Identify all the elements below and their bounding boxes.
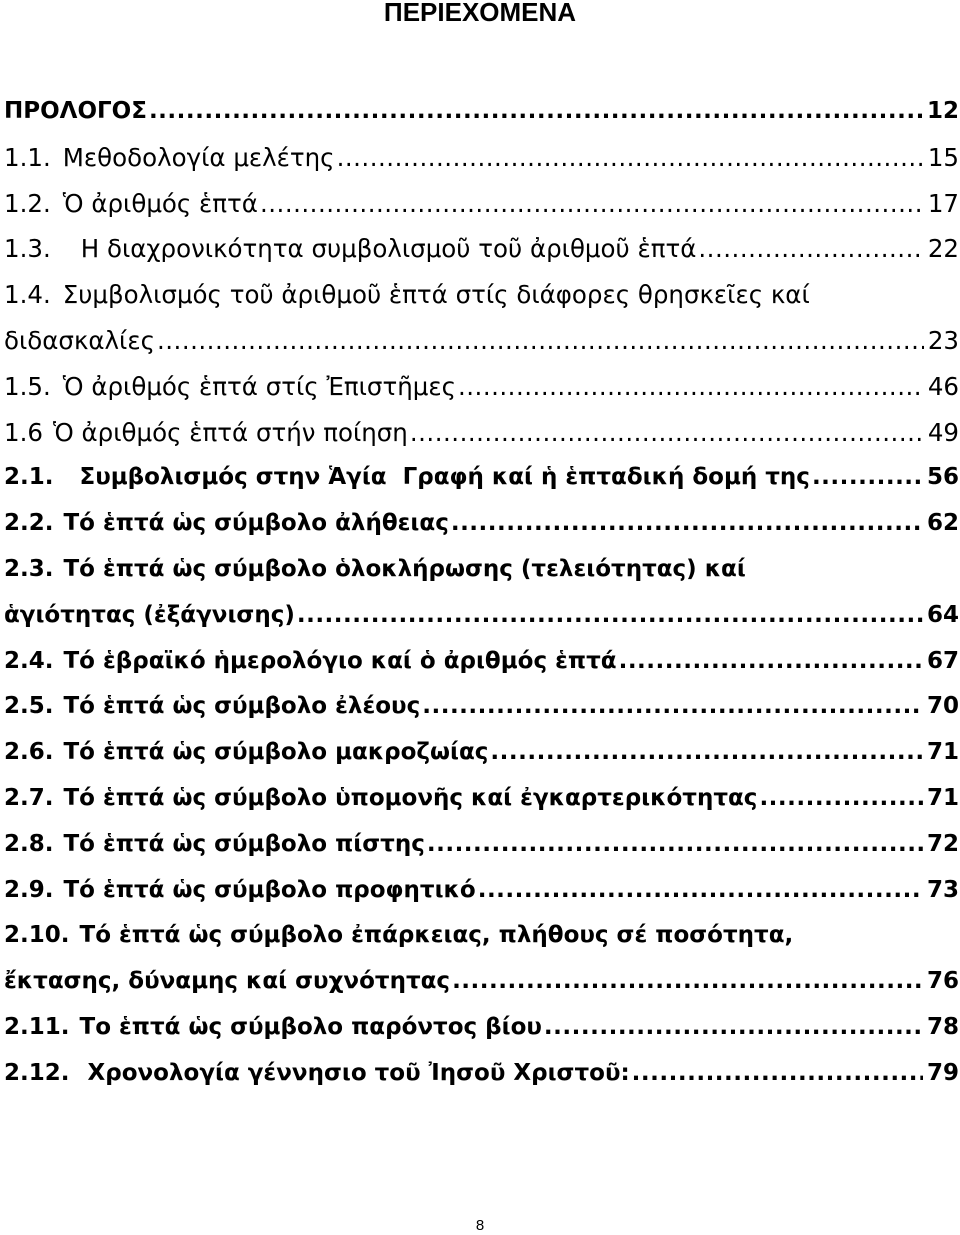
toc-entry[interactable]: [0, 272, 959, 318]
toc-entry-number: 2.9.: [4, 876, 54, 903]
toc-entry[interactable]: [0, 364, 959, 410]
leader-dots: [410, 410, 924, 456]
leader-dots: [157, 318, 924, 364]
toc-page-number: 71: [926, 739, 959, 766]
toc-entry-title: Ὁ ἀριθμός ἑπτά: [62, 188, 258, 218]
toc-entry-number: 1.5.: [4, 371, 51, 401]
toc-entry-title: Ὁ ἀριθμός ἑπτά στήν ποίηση: [52, 417, 408, 447]
toc-page-number: 46: [927, 371, 959, 401]
toc-entry-label: ΠΡΟΛΟΓΟΣ: [4, 98, 147, 124]
toc-entry[interactable]: [0, 868, 959, 914]
toc-page-number: 67: [926, 647, 959, 674]
leader-dots: [297, 593, 923, 639]
toc-entry-number: 2.12.: [4, 1059, 70, 1086]
toc-entry[interactable]: [0, 226, 959, 272]
leader-dots: [337, 135, 924, 181]
toc-entry-title: Τό ἑπτά ὡς σύμβολο ὑπομονῆς καί ἐγκαρτερικότητας: [63, 784, 758, 811]
toc-entry[interactable]: [0, 684, 959, 730]
toc-entry[interactable]: [0, 455, 959, 501]
toc-entry-number: 2.2.: [4, 510, 54, 537]
leader-dots: [759, 776, 923, 822]
toc-entry-title-continued: ἁγιότητας (ἐξάγνισης): [4, 601, 295, 628]
toc-entry-number: 2.3.: [4, 555, 54, 582]
toc-entry-number: 2.5.: [4, 693, 54, 720]
toc-entry-title-continued: διδασκαλίες: [4, 325, 155, 355]
toc-entry-number: 1.2.: [4, 188, 51, 218]
toc-entry[interactable]: [0, 1051, 959, 1097]
table-of-contents: [0, 89, 960, 1097]
toc-entry[interactable]: [0, 639, 959, 685]
toc-entry[interactable]: [0, 1005, 959, 1051]
toc-page-number: 23: [927, 325, 959, 355]
toc-entry-number: 1.6: [4, 417, 43, 447]
page-title: ΠΕΡΙΕΧΟΜΕΝΑ: [383, 0, 577, 27]
toc-entry-number: 2.11.: [4, 1013, 70, 1040]
toc-page-number: 56: [926, 464, 959, 491]
toc-page-number: 62: [926, 510, 959, 537]
toc-entry-title: Ὁ ἀριθμός ἑπτά στίς Ἐπιστῆμες: [62, 371, 456, 401]
toc-page-number: 64: [926, 601, 959, 628]
leader-dots: [632, 1051, 923, 1097]
toc-entry[interactable]: [0, 181, 959, 227]
leader-dots: [619, 639, 923, 685]
toc-page-number: 49: [927, 417, 959, 447]
toc-entry-title: Χρονολογία γέννησιο τοῦ Ἰησοῦ Χριστοῦ:: [79, 1059, 630, 1086]
toc-entry[interactable]: [0, 776, 959, 822]
toc-entry-title: Συμβολισμός στην Ἁγία Γραφή καί ἡ ἑπταδική δομή της: [79, 464, 810, 491]
leader-dots: [422, 684, 923, 730]
toc-entry-title: Το ἑπτά ὡς σύμβολο παρόντος βίου: [79, 1013, 542, 1040]
toc-entry[interactable]: [0, 913, 959, 959]
leader-dots: [812, 455, 923, 501]
toc-entry[interactable]: [0, 410, 959, 456]
leader-dots: [149, 89, 923, 135]
leader-dots: [452, 959, 923, 1005]
toc-entry-number: 1.3.: [4, 234, 51, 264]
toc-entry[interactable]: [0, 547, 959, 593]
toc-entry-continuation[interactable]: [0, 318, 959, 364]
toc-entry-title: Συμβολισμός τοῦ ἀριθμοῦ ἑπτά στίς διάφορες θρησκεῖες καί: [62, 280, 810, 310]
toc-entry-number: 2.6.: [4, 739, 54, 766]
leader-dots: [544, 1005, 923, 1051]
toc-entry-continuation[interactable]: [0, 959, 959, 1005]
toc-entry[interactable]: [0, 822, 959, 868]
leader-dots: [478, 868, 923, 914]
leader-dots: [458, 364, 924, 410]
toc-entry[interactable]: [0, 135, 959, 181]
toc-entry-number: 1.1.: [4, 142, 51, 172]
toc-entry-number: 2.8.: [4, 830, 54, 857]
toc-entry-title: Τό ἑβραϊκό ἡμερολόγιο καί ὁ ἀριθμός ἑπτά: [63, 647, 617, 674]
toc-entry-number: 2.1.: [4, 464, 54, 491]
toc-page-number: 71: [926, 784, 959, 811]
toc-page-number: 76: [926, 968, 959, 995]
toc-page-number: 22: [927, 234, 959, 264]
page-number-footer: 8: [475, 1217, 485, 1234]
toc-entry-title: Τό ἑπτά ὡς σύμβολο προφητικό: [63, 876, 476, 903]
leader-dots: [451, 501, 923, 547]
toc-entry-number: 2.10.: [4, 922, 70, 949]
toc-page-number: 17: [927, 188, 959, 218]
toc-page-number: 15: [927, 142, 959, 172]
leader-dots: [427, 822, 923, 868]
toc-page-number: 79: [926, 1059, 959, 1086]
toc-entry[interactable]: [0, 89, 959, 135]
toc-entry-title: Τό ἑπτά ὡς σύμβολο ἐλέους: [63, 693, 421, 720]
toc-entry-title: Μεθοδολογία μελέτης: [62, 142, 335, 172]
toc-entry-title: Τό ἑπτά ὡς σύμβολο ἀλήθειας: [63, 510, 449, 537]
toc-entry[interactable]: [0, 730, 959, 776]
leader-dots: [490, 730, 923, 776]
leader-dots: [260, 181, 924, 227]
toc-entry-title: Τό ἑπτά ὡς σύμβολο πίστης: [63, 830, 425, 857]
toc-page-number: 78: [926, 1013, 959, 1040]
toc-entry-title: Τό ἑπτά ὡς σύμβολο ὁλοκλήρωσης (τελειότητας) καί: [63, 555, 746, 582]
toc-entry-title-continued: ἔκτασης, δύναμης καί συχνότητας: [4, 968, 451, 995]
toc-page-number: 73: [926, 876, 959, 903]
toc-entry[interactable]: [0, 501, 959, 547]
toc-entry-number: 2.4.: [4, 647, 54, 674]
toc-entry-number: 2.7.: [4, 784, 54, 811]
toc-page-number: 12: [926, 98, 959, 124]
toc-entry-title: Τό ἑπτά ὡς σύμβολο ἐπάρκειας, πλήθους σέ ποσότητα,: [79, 922, 794, 949]
toc-entry-continuation[interactable]: [0, 593, 959, 639]
toc-page-number: 72: [926, 830, 959, 857]
toc-entry-title: Η διαχρονικότητα συμβολισμοῦ τοῦ ἀριθμοῦ ἑπτά: [80, 234, 697, 264]
toc-page-number: 70: [926, 693, 959, 720]
toc-entry-number: 1.4.: [4, 280, 51, 310]
leader-dots: [698, 226, 923, 272]
toc-entry-title: Τό ἑπτά ὡς σύμβολο μακροζωίας: [63, 739, 489, 766]
